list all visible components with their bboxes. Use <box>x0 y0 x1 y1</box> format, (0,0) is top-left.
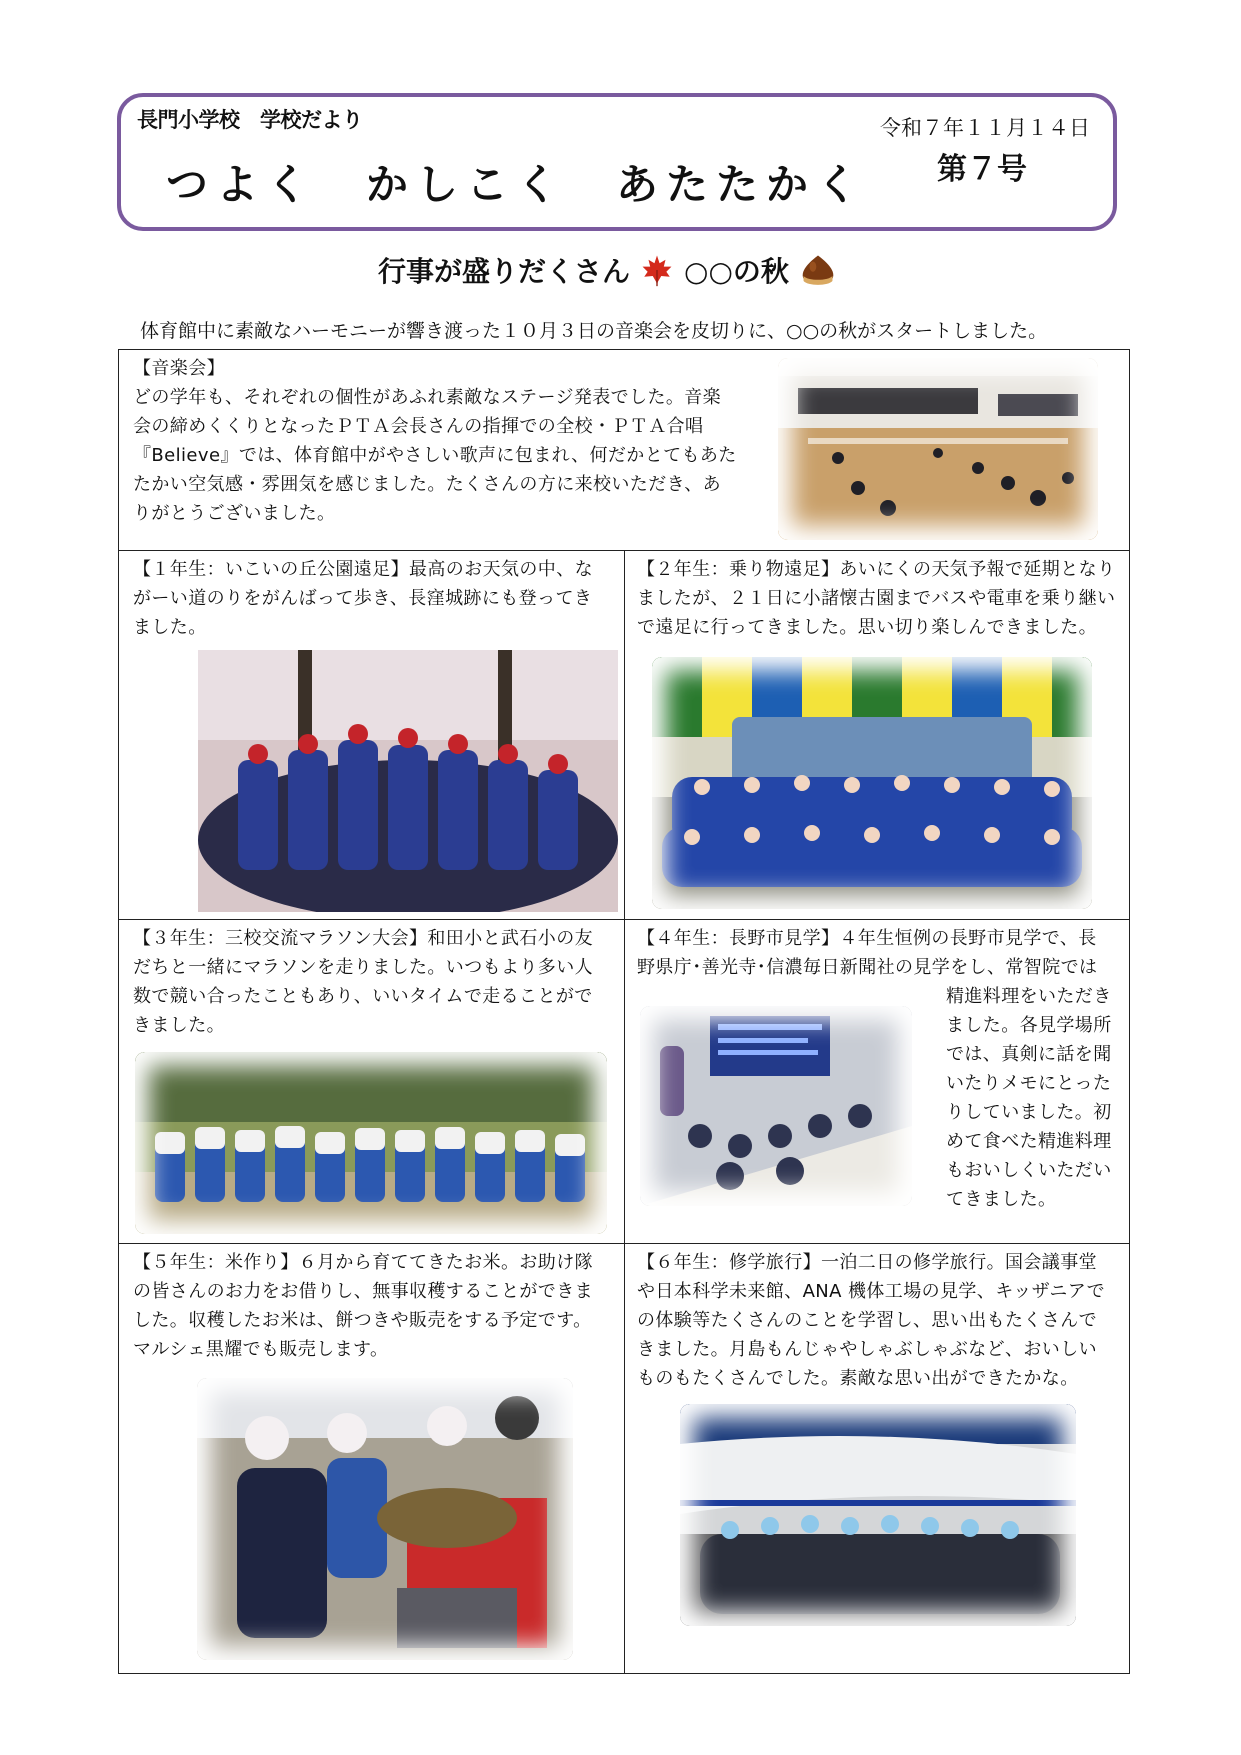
text-line: ものもたくさんでした。素敵な思い出ができたかな。 <box>637 1368 1079 1389</box>
headline-text: 行事が盛りだくさん <box>378 255 631 288</box>
text-line: りがとうございました。 <box>133 503 336 524</box>
text-line: 【６年生：修学旅行】一泊二日の修学旅行。国会議事堂 <box>637 1252 1097 1273</box>
text-line: きました。月島もんじゃやしゃぶしゃぶなど、おいしい <box>637 1339 1097 1360</box>
grade6-photo <box>680 1404 1076 1626</box>
grade3-photo <box>135 1052 607 1234</box>
grade3-section <box>133 924 593 1040</box>
text-line: どの学年も、それぞれの個性があふれ素敵なステージ発表でした。音楽 <box>133 387 722 408</box>
text-line: ました。各見学場所 <box>946 1015 1112 1036</box>
grade6-section <box>637 1248 1105 1393</box>
text-line: いたりメモにとった <box>946 1073 1112 1094</box>
grade2-section <box>637 555 1115 642</box>
text-line: 野県庁･善光寺･信濃毎日新聞社の見学をし、常智院では <box>637 957 1098 978</box>
grade4-photo <box>640 1006 912 1206</box>
text-line: がーい道のりをがんばって歩き、長窪城跡にも登ってき <box>133 588 593 609</box>
grade4-section <box>637 924 1097 982</box>
text-line: ましたが、２１日に小諸懐古園までバスや電車を乗り継い <box>637 588 1116 609</box>
headline <box>378 250 837 290</box>
school-motto: つよく かしこく あたたかく <box>166 160 867 209</box>
text-line: ました。 <box>133 617 207 638</box>
text-line: きました。 <box>133 1015 225 1036</box>
text-line: 『Believe』では、体育館中がやさしい歌声に包まれ、何だかとてもあた <box>133 445 737 466</box>
issue-number: 第７号 <box>937 152 1027 187</box>
text-line: した。収穫したお米は、餅つきや販売をする予定です。 <box>133 1310 592 1331</box>
text-line: もおいしくいただい <box>946 1160 1112 1181</box>
text-line: で遠足に行ってきました。思い切り楽しんできました。 <box>637 617 1097 638</box>
grid-divider <box>624 550 625 1674</box>
grade5-section <box>133 1248 593 1364</box>
text-line: 【１年生：いこいの丘公園遠足】最高のお天気の中、な <box>133 559 593 580</box>
grade1-photo <box>198 650 618 912</box>
text-line: マルシェ黒耀でも販売します。 <box>133 1339 389 1360</box>
text-line: 会の締めくくりとなったＰＴＡ会長さんの指揮での全校・ＰＴＡ合唱 <box>133 416 704 437</box>
text-line: てきました。 <box>946 1189 1057 1210</box>
concert-section <box>133 354 737 528</box>
text-line: 精進料理をいただき <box>946 986 1112 1007</box>
chestnut-icon <box>799 253 837 287</box>
school-name: 長門小学校 学校だより <box>137 108 363 132</box>
text-line: や日本科学未来館、ANA 機体工場の見学、キッザニアで <box>637 1281 1106 1302</box>
grade4-side-text <box>946 982 1112 1214</box>
text-line: では、真剣に話を聞 <box>946 1044 1112 1065</box>
issue-date: 令和７年１１月１４日 <box>880 116 1090 140</box>
maple-leaf-icon <box>640 253 674 287</box>
grade5-photo <box>197 1378 573 1660</box>
concert-photo <box>778 358 1098 540</box>
text-line: 【４年生：長野市見学】４年生恒例の長野市見学で、長 <box>637 928 1097 949</box>
text-line: たかい空気感・雰囲気を感じました。たくさんの方に来校いただき、あ <box>133 474 722 495</box>
text-line: 【５年生：米作り】６月から育ててきたお米。お助け隊 <box>133 1252 593 1273</box>
text-line: 【３年生：三校交流マラソン大会】和田小と武石小の友 <box>133 928 593 949</box>
grade1-section <box>133 555 593 642</box>
text-line: 数で競い合ったこともあり、いいタイムで走ることがで <box>133 986 593 1007</box>
text-line: の皆さんのお力をお借りし、無事収穫することができま <box>133 1281 593 1302</box>
intro-text: 体育館中に素敵なハーモニーが響き渡った１０月３日の音楽会を皮切りに、○○の秋がスタートしました。 <box>140 320 1048 342</box>
text-line: の体験等たくさんのことを学習し、思い出もたくさんで <box>637 1310 1097 1331</box>
text-line: 【２年生：乗り物遠足】あいにくの天気予報で延期となり <box>637 559 1116 580</box>
text-line: めて食べた精進料理 <box>946 1131 1112 1152</box>
grade2-photo <box>652 657 1092 909</box>
headline-suffix: ○○の秋 <box>684 255 789 288</box>
section-title: 【音楽会】 <box>133 358 225 379</box>
text-line: だちと一緒にマラソンを走りました。いつもより多い人 <box>133 957 593 978</box>
text-line: りしていました。初 <box>946 1102 1112 1123</box>
